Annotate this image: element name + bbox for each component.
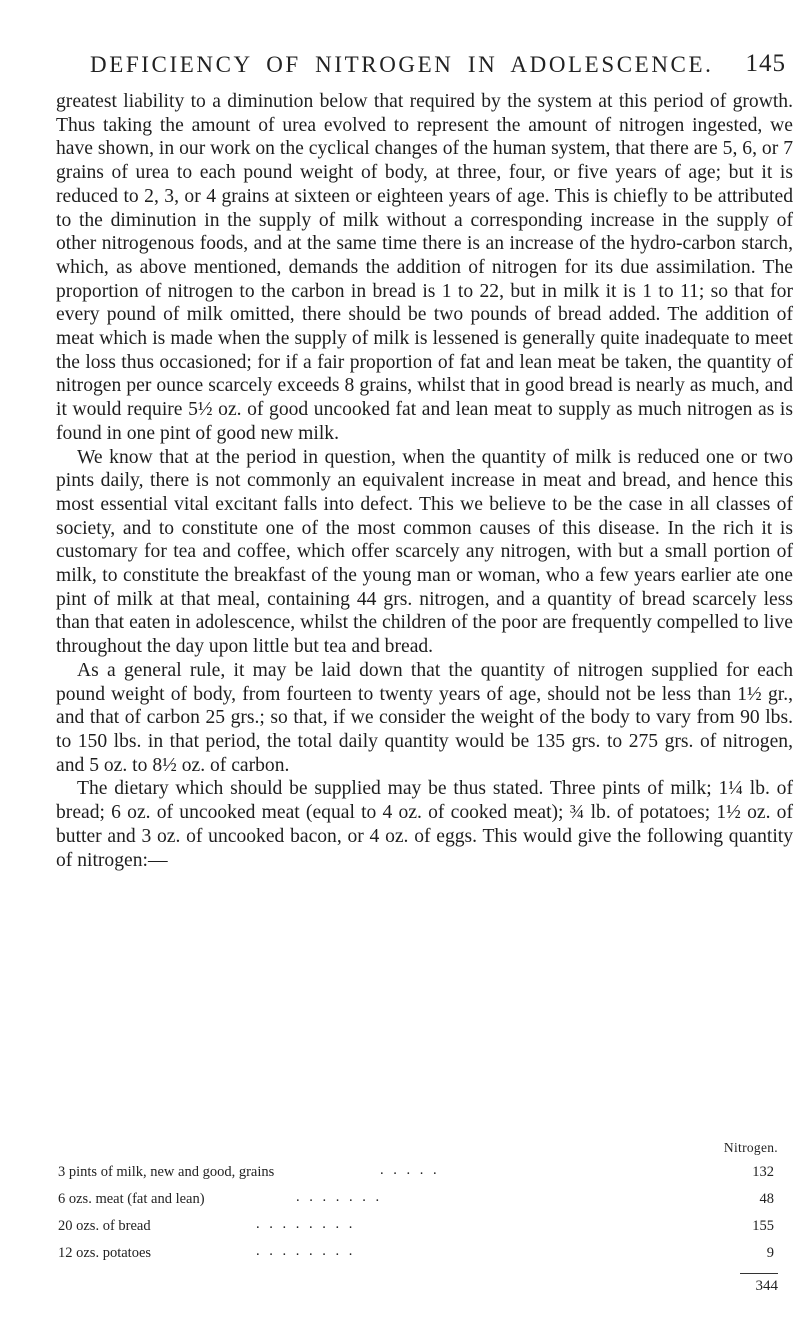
paragraph-4: The dietary which should be supplied may be thus stated. Three pints of milk; 1¼ lb. of bread; 6 oz. of uncooked meat (equal to 4 oz. of cooked meat); ¾ lb. of potatoes; 1½ oz. of butter and 3 oz. of uncooked bacon, or 4 oz. of eggs. This would give the following quantity of nitrogen:— [56, 778, 793, 871]
total-rule [740, 1273, 778, 1274]
table-row-value: 132 [752, 1164, 774, 1180]
table-row-leader: . . . . . [380, 1162, 440, 1178]
page-number: 145 [745, 50, 786, 77]
table-row-leader: . . . . . . . . [256, 1216, 356, 1232]
table-row-value: 48 [759, 1191, 774, 1207]
table-row-leader: . . . . . . . . [256, 1243, 356, 1259]
table-row-value: 155 [752, 1218, 774, 1234]
table-row-item: 6 ozs. meat (fat and lean) [58, 1191, 205, 1207]
table-row-value: 9 [766, 1245, 774, 1261]
running-head [0, 50, 800, 84]
running-title: DEFICIENCY OF NITROGEN IN ADOLESCENCE. [90, 52, 714, 77]
body-text [56, 90, 793, 872]
table-total: 344 [755, 1278, 778, 1294]
table-row-leader: . . . . . . . [296, 1189, 383, 1205]
paragraph-2: We know that at the period in question, when the quantity of milk is reduced one or two pints daily, there is not commonly an equivalent increase in meat and bread, and hence this most essential vital excitant falls into defect. This we believe to be the case in all classes of society, and to constitute one of the most common causes of this disease. In the rich it is customary for tea and coffee, which offer scarcely any nitrogen, with but a small portion of milk, to constitute the breakfast of the young man or woman, who a few years earlier ate one pint of milk at that meal, containing 44 grs. nitrogen, and a quantity of bread scarcely less than that eaten in adolescence, whilst the children of the poor are frequently compelled to live throughout the day upon little but tea and bread. [56, 446, 793, 658]
paragraph-1: greatest liability to a diminution below that required by the system at this period of growth. Thus taking the amount of urea evolved to represent the amount of nitrogen ingested, we have shown, in our work on the cyclical changes of the human system, that there are 5, 6, or 7 grains of urea to each pound weight of body, at three, four, or five years of age; but it is reduced to 2, 3, or 4 grains at sixteen or eighteen years of age. This is chiefly to be attributed to the diminution in the supply of milk without a corresponding increase in the supply of other nitrogenous foods, and at the same time there is an increase of the hydro-carbon starch, which, as above mentioned, demands the addition of nitrogen for its due assimilation. The proportion of nitrogen to the carbon in bread is 1 to 22, but in milk it is 1 to 11; so that for every pound of milk omitted, there should be two pounds of bread added. The addition of meat which is made when the supply of milk is lessened is generally quite inadequate to meet the loss thus occasioned; for if a fair proportion of fat and lean meat be taken, the quantity of nitrogen per ounce scarcely exceeds 8 grains, whilst that in good bread is nearly as much, and it would require 5½ oz. of good uncooked fat and lean meat to supply as much nitrogen as is found in one pint of good new milk. [56, 91, 793, 444]
table-row [58, 1164, 774, 1184]
table-row-item: 3 pints of milk, new and good, grains [58, 1164, 275, 1180]
table-row [58, 1218, 774, 1238]
table-row-item: 20 ozs. of bread [58, 1218, 151, 1234]
table-row-item: 12 ozs. potatoes [58, 1245, 152, 1261]
table-row [58, 1191, 774, 1211]
table-column-header: Nitrogen. [723, 1140, 778, 1155]
table-row [58, 1245, 774, 1265]
paragraph-3: As a general rule, it may be laid down that the quantity of nitrogen supplied for each pound weight of body, from fourteen to twenty years of age, should not be less than 1½ gr., and that of carbon 25 grs.; so that, if we consider the weight of the body to vary from 90 lbs. to 150 lbs. in that period, the total daily quantity would be 135 grs. to 275 grs. of nitrogen, and 5 oz. to 8½ oz. of carbon. [56, 659, 793, 776]
